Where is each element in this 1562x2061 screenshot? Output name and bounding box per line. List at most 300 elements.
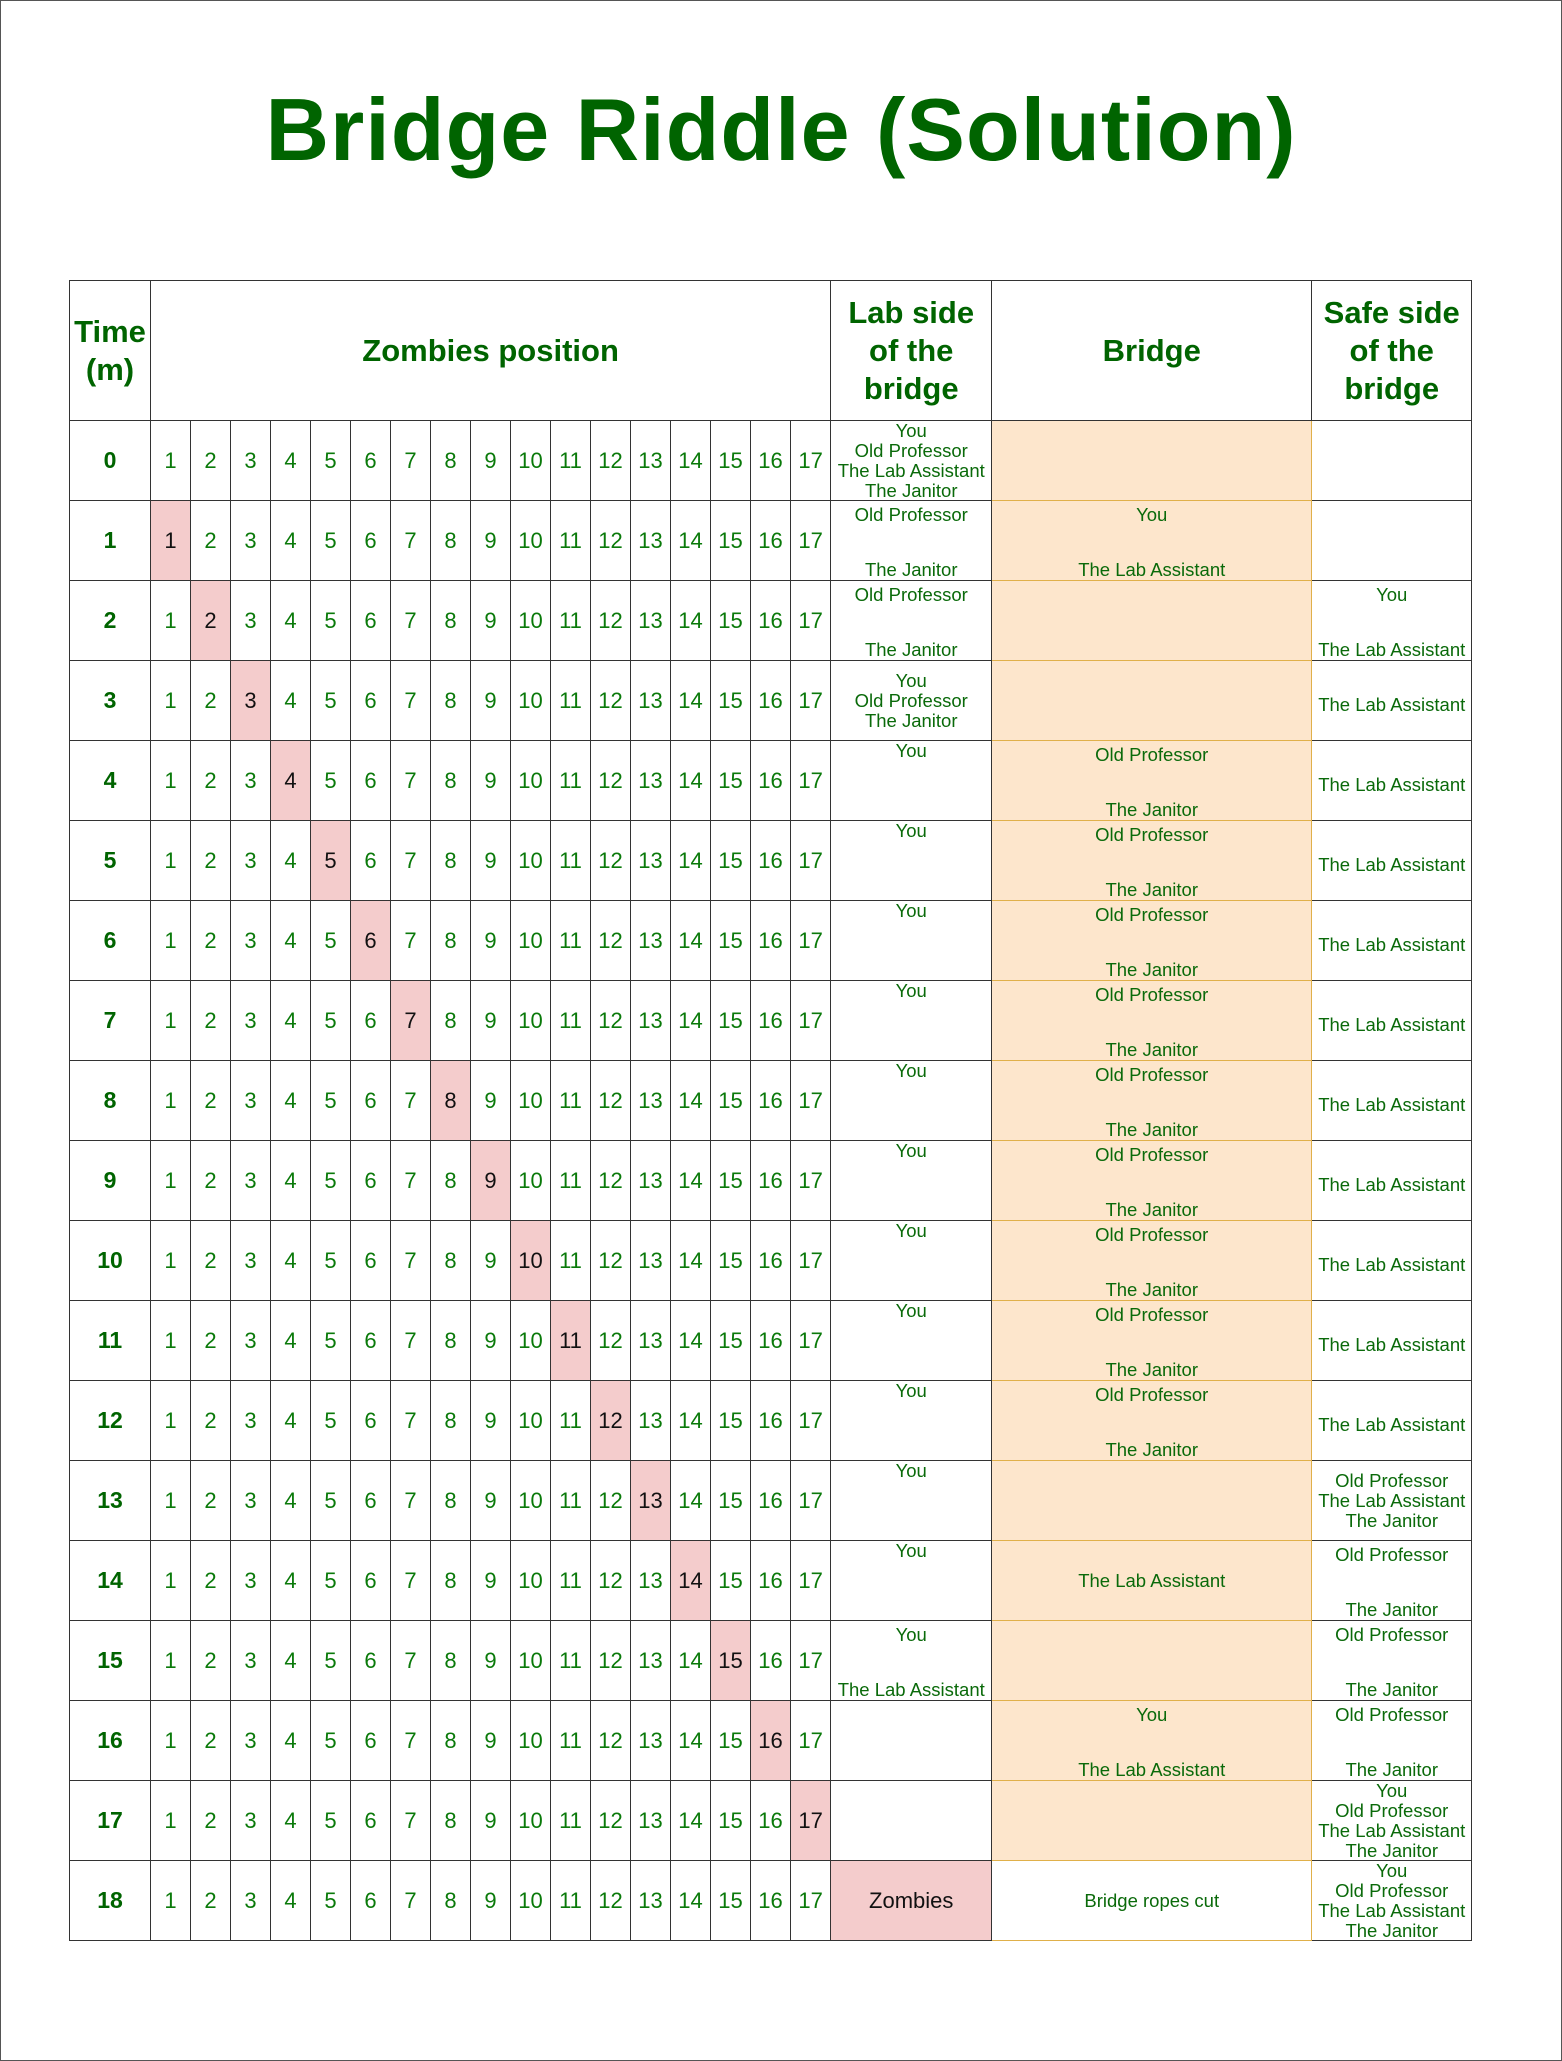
zombie-position-cell: 1 bbox=[151, 1461, 191, 1541]
zombie-position-cell: 3 bbox=[231, 1061, 271, 1141]
lab-stack bbox=[831, 581, 991, 660]
zombie-position-cell: 10 bbox=[511, 901, 551, 981]
lab-side-cell bbox=[831, 1541, 992, 1621]
zombie-position-cell: 2 bbox=[191, 821, 231, 901]
zombie-position-cell: 9 bbox=[471, 661, 511, 741]
zombie-position-cell: 4 bbox=[271, 1541, 311, 1621]
table-row bbox=[70, 1781, 1472, 1861]
bridge-cell bbox=[992, 1621, 1312, 1701]
zombie-position-cell: 6 bbox=[351, 741, 391, 821]
zombie-position-cell: 1 bbox=[151, 581, 191, 661]
bridge-stack bbox=[992, 1141, 1311, 1220]
time-cell: 14 bbox=[70, 1541, 151, 1621]
zombie-position-cell: 11 bbox=[551, 741, 591, 821]
zombie-position-cell: 12 bbox=[591, 1541, 631, 1621]
zombie-position-cell: 5 bbox=[311, 581, 351, 661]
time-cell: 9 bbox=[70, 1141, 151, 1221]
zombie-position-cell: 16 bbox=[751, 1461, 791, 1541]
zombie-position-cell: 16 bbox=[751, 661, 791, 741]
zombie-position-cell: 1 bbox=[151, 661, 191, 741]
zombie-position-cell: 8 bbox=[431, 901, 471, 981]
safe-person: Old Professor bbox=[1335, 1704, 1449, 1725]
zombie-position-cell: 9 bbox=[471, 1541, 511, 1621]
safe-person: The Lab Assistant bbox=[1318, 934, 1466, 955]
zombie-position-cell: 2 bbox=[191, 1061, 231, 1141]
lab-side-header: Lab side of the bridge bbox=[831, 281, 992, 421]
zombie-position-cell: 9 bbox=[471, 1781, 511, 1861]
bridge-stack bbox=[992, 741, 1311, 820]
safe-stack bbox=[1312, 1861, 1471, 1940]
zombie-position-cell: 12 bbox=[591, 1301, 631, 1381]
safe-person: The Lab Assistant bbox=[1318, 1414, 1466, 1435]
zombie-position-cell: 13 bbox=[631, 581, 671, 661]
lab-stack bbox=[831, 421, 991, 500]
lab-stack bbox=[831, 1621, 991, 1700]
zombie-position-cell: 15 bbox=[711, 1061, 751, 1141]
zombie-position-cell: 3 bbox=[231, 1541, 271, 1621]
zombie-position-cell: 15 bbox=[711, 581, 751, 661]
zombie-position-cell: 4 bbox=[271, 1381, 311, 1461]
lab-stack bbox=[831, 1541, 991, 1620]
zombie-position-cell: 1 bbox=[151, 1141, 191, 1221]
zombie-position-cell: 10 bbox=[511, 821, 551, 901]
zombie-position-cell: 6 bbox=[351, 1381, 391, 1461]
safe-person: The Lab Assistant bbox=[1318, 1899, 1466, 1921]
zombie-position-cell: 1 bbox=[151, 1541, 191, 1621]
zombie-position-cell: 3 bbox=[231, 421, 271, 501]
safe-person: The Lab Assistant bbox=[1318, 694, 1466, 715]
zombie-position-cell: 7 bbox=[391, 1861, 431, 1941]
time-cell: 0 bbox=[70, 421, 151, 501]
safe-person: The Lab Assistant bbox=[1318, 774, 1466, 795]
bridge-stack bbox=[992, 1781, 1311, 1860]
zombie-position-cell: 12 bbox=[591, 1781, 631, 1861]
zombie-position-cell: 8 bbox=[431, 821, 471, 901]
zombie-position-cell: 4 bbox=[271, 1861, 311, 1941]
zombie-position-cell: 10 bbox=[511, 581, 551, 661]
zombie-position-cell: 9 bbox=[471, 981, 511, 1061]
zombie-position-cell: 10 bbox=[511, 1861, 551, 1941]
bridge-cut-cell: Bridge ropes cut bbox=[992, 1861, 1312, 1941]
zombie-position-cell: 14 bbox=[671, 581, 711, 661]
zombie-position-cell: 6 bbox=[351, 1141, 391, 1221]
safe-person: You bbox=[1376, 584, 1408, 605]
bridge-person: The Janitor bbox=[1105, 1359, 1198, 1380]
zombie-position-active: 7 bbox=[391, 981, 431, 1061]
table-row bbox=[70, 1221, 1472, 1301]
zombie-position-active: 10 bbox=[511, 1221, 551, 1301]
zombie-position-cell: 15 bbox=[711, 421, 751, 501]
time-cell: 8 bbox=[70, 1061, 151, 1141]
time-cell: 17 bbox=[70, 1781, 151, 1861]
safe-person: The Lab Assistant bbox=[1318, 1014, 1466, 1035]
zombie-position-cell: 8 bbox=[431, 1541, 471, 1621]
zombie-position-cell: 3 bbox=[231, 1701, 271, 1781]
time-cell: 10 bbox=[70, 1221, 151, 1301]
zombie-position-cell: 6 bbox=[351, 421, 391, 501]
zombie-position-cell: 1 bbox=[151, 981, 191, 1061]
bridge-person: Old Professor bbox=[1095, 1384, 1209, 1405]
zombie-position-cell: 1 bbox=[151, 1861, 191, 1941]
zombie-position-cell: 7 bbox=[391, 1301, 431, 1381]
zombie-position-cell: 13 bbox=[631, 1621, 671, 1701]
zombie-position-cell: 1 bbox=[151, 1061, 191, 1141]
zombie-position-cell: 2 bbox=[191, 741, 231, 821]
zombie-position-cell: 17 bbox=[791, 1061, 831, 1141]
zombie-position-cell: 9 bbox=[471, 901, 511, 981]
zombie-position-cell: 9 bbox=[471, 1301, 511, 1381]
zombie-position-cell: 13 bbox=[631, 1141, 671, 1221]
zombie-position-cell: 8 bbox=[431, 1141, 471, 1221]
zombie-position-cell: 12 bbox=[591, 1221, 631, 1301]
zombie-position-cell: 2 bbox=[191, 1701, 231, 1781]
lab-stack bbox=[831, 1221, 991, 1300]
zombie-position-cell: 5 bbox=[311, 1621, 351, 1701]
lab-stack bbox=[831, 1701, 991, 1780]
zombie-position-cell: 2 bbox=[191, 1781, 231, 1861]
zombie-position-cell: 17 bbox=[791, 1141, 831, 1221]
safe-person: The Lab Assistant bbox=[1318, 1819, 1466, 1841]
zombie-position-cell: 5 bbox=[311, 661, 351, 741]
lab-side-cell bbox=[831, 1461, 992, 1541]
zombie-position-cell: 4 bbox=[271, 1061, 311, 1141]
time-cell: 16 bbox=[70, 1701, 151, 1781]
lab-stack bbox=[831, 1301, 991, 1380]
zombie-position-cell: 8 bbox=[431, 581, 471, 661]
zombie-position-cell: 14 bbox=[671, 661, 711, 741]
safe-person: Old Professor bbox=[1335, 1469, 1449, 1491]
safe-side-header: Safe side of the bridge bbox=[1312, 281, 1472, 421]
safe-stack bbox=[1312, 1141, 1471, 1220]
zombie-position-cell: 15 bbox=[711, 501, 751, 581]
zombie-position-cell: 13 bbox=[631, 1701, 671, 1781]
bridge-cell bbox=[992, 1781, 1312, 1861]
bridge-cell bbox=[992, 1301, 1312, 1381]
lab-stack bbox=[831, 1381, 991, 1460]
zombie-position-cell: 8 bbox=[431, 1781, 471, 1861]
safe-person: Old Professor bbox=[1335, 1544, 1449, 1565]
bridge-person: The Lab Assistant bbox=[1078, 1759, 1226, 1780]
zombie-position-cell: 14 bbox=[671, 1301, 711, 1381]
zombie-position-cell: 11 bbox=[551, 1621, 591, 1701]
zombie-position-cell: 14 bbox=[671, 1861, 711, 1941]
zombie-position-cell: 2 bbox=[191, 421, 231, 501]
zombie-position-cell: 5 bbox=[311, 421, 351, 501]
zombie-position-cell: 6 bbox=[351, 981, 391, 1061]
zombie-position-cell: 15 bbox=[711, 1861, 751, 1941]
zombie-position-cell: 11 bbox=[551, 821, 591, 901]
table-row bbox=[70, 741, 1472, 821]
table-row bbox=[70, 1381, 1472, 1461]
safe-stack bbox=[1312, 981, 1471, 1060]
zombie-position-active: 1 bbox=[151, 501, 191, 581]
lab-side-cell bbox=[831, 421, 992, 501]
zombie-position-cell: 6 bbox=[351, 1221, 391, 1301]
safe-person: The Janitor bbox=[1345, 1919, 1438, 1941]
zombie-position-cell: 2 bbox=[191, 1301, 231, 1381]
zombie-position-cell: 17 bbox=[791, 501, 831, 581]
safe-stack bbox=[1312, 1381, 1471, 1460]
safe-person: The Janitor bbox=[1345, 1509, 1438, 1531]
lab-person: You bbox=[895, 980, 927, 1001]
bridge-cell bbox=[992, 1461, 1312, 1541]
zombie-position-cell: 16 bbox=[751, 1141, 791, 1221]
zombie-position-cell: 10 bbox=[511, 1381, 551, 1461]
safe-stack bbox=[1312, 1461, 1471, 1540]
safe-stack bbox=[1312, 1781, 1471, 1860]
zombie-position-cell: 9 bbox=[471, 1621, 511, 1701]
lab-person: You bbox=[895, 1060, 927, 1081]
lab-stack bbox=[831, 661, 991, 740]
table-row bbox=[70, 501, 1472, 581]
zombie-position-cell: 9 bbox=[471, 1221, 511, 1301]
zombie-position-cell: 13 bbox=[631, 1381, 671, 1461]
time-cell: 12 bbox=[70, 1381, 151, 1461]
time-cell: 2 bbox=[70, 581, 151, 661]
time-header: Time (m) bbox=[70, 281, 151, 421]
safe-person: The Lab Assistant bbox=[1318, 1254, 1466, 1275]
zombie-position-cell: 17 bbox=[791, 1621, 831, 1701]
zombie-position-active: 13 bbox=[631, 1461, 671, 1541]
zombie-position-cell: 4 bbox=[271, 981, 311, 1061]
zombie-position-active: 15 bbox=[711, 1621, 751, 1701]
zombie-position-cell: 7 bbox=[391, 1461, 431, 1541]
bridge-cell bbox=[992, 1701, 1312, 1781]
bridge-cell bbox=[992, 1221, 1312, 1301]
safe-person: The Lab Assistant bbox=[1318, 854, 1466, 875]
zombie-position-cell: 11 bbox=[551, 1381, 591, 1461]
zombie-position-cell: 2 bbox=[191, 1621, 231, 1701]
safe-stack bbox=[1312, 661, 1471, 740]
zombie-position-cell: 2 bbox=[191, 1141, 231, 1221]
zombie-position-cell: 16 bbox=[751, 821, 791, 901]
zombie-position-cell: 12 bbox=[591, 901, 631, 981]
lab-person: Old Professor bbox=[854, 689, 968, 711]
zombie-position-cell: 11 bbox=[551, 1861, 591, 1941]
zombie-position-cell: 9 bbox=[471, 421, 511, 501]
bridge-person: The Janitor bbox=[1105, 1199, 1198, 1220]
zombie-position-cell: 2 bbox=[191, 1541, 231, 1621]
zombie-position-cell: 14 bbox=[671, 1221, 711, 1301]
zombie-position-cell: 13 bbox=[631, 661, 671, 741]
lab-person: The Lab Assistant bbox=[837, 459, 985, 481]
safe-stack bbox=[1312, 1061, 1471, 1140]
zombie-position-cell: 14 bbox=[671, 981, 711, 1061]
zombie-position-cell: 5 bbox=[311, 1461, 351, 1541]
lab-person: The Janitor bbox=[864, 559, 958, 580]
safe-stack bbox=[1312, 581, 1471, 660]
safe-side-cell bbox=[1312, 1781, 1472, 1861]
zombie-position-cell: 17 bbox=[791, 1301, 831, 1381]
zombie-position-cell: 16 bbox=[751, 1861, 791, 1941]
zombie-position-cell: 17 bbox=[791, 1701, 831, 1781]
bridge-cell bbox=[992, 821, 1312, 901]
safe-side-cell bbox=[1312, 1861, 1472, 1941]
zombie-position-cell: 3 bbox=[231, 1861, 271, 1941]
lab-side-cell bbox=[831, 501, 992, 581]
zombie-position-cell: 9 bbox=[471, 1861, 511, 1941]
safe-side-cell bbox=[1312, 1221, 1472, 1301]
lab-stack bbox=[831, 901, 991, 980]
zombie-position-cell: 12 bbox=[591, 981, 631, 1061]
safe-person: Old Professor bbox=[1335, 1624, 1449, 1645]
lab-person: You bbox=[895, 1300, 927, 1321]
safe-person: The Janitor bbox=[1345, 1839, 1438, 1861]
zombie-position-cell: 9 bbox=[471, 1461, 511, 1541]
bridge-stack bbox=[992, 421, 1311, 500]
zombie-position-cell: 6 bbox=[351, 1781, 391, 1861]
zombie-position-cell: 11 bbox=[551, 1461, 591, 1541]
zombie-position-cell: 8 bbox=[431, 1221, 471, 1301]
zombie-position-cell: 7 bbox=[391, 821, 431, 901]
zombie-position-cell: 14 bbox=[671, 1781, 711, 1861]
bridge-stack bbox=[992, 1461, 1311, 1540]
time-cell: 3 bbox=[70, 661, 151, 741]
lab-person: The Janitor bbox=[864, 479, 958, 501]
bridge-stack bbox=[992, 581, 1311, 660]
safe-stack bbox=[1312, 821, 1471, 900]
zombie-position-cell: 11 bbox=[551, 1541, 591, 1621]
table-row bbox=[70, 1861, 1472, 1941]
zombie-position-cell: 17 bbox=[791, 741, 831, 821]
bridge-stack bbox=[992, 1221, 1311, 1300]
zombie-position-cell: 17 bbox=[791, 821, 831, 901]
zombie-position-cell: 10 bbox=[511, 1621, 551, 1701]
zombie-position-cell: 6 bbox=[351, 1701, 391, 1781]
safe-person: The Lab Assistant bbox=[1318, 639, 1466, 660]
zombie-position-cell: 11 bbox=[551, 901, 591, 981]
zombie-position-cell: 14 bbox=[671, 741, 711, 821]
zombie-position-cell: 9 bbox=[471, 1701, 511, 1781]
zombie-position-cell: 15 bbox=[711, 1461, 751, 1541]
zombie-position-cell: 10 bbox=[511, 1701, 551, 1781]
zombie-position-cell: 5 bbox=[311, 1541, 351, 1621]
zombie-position-cell: 12 bbox=[591, 1861, 631, 1941]
zombie-position-cell: 5 bbox=[311, 501, 351, 581]
zombie-position-cell: 10 bbox=[511, 661, 551, 741]
safe-stack bbox=[1312, 901, 1471, 980]
time-cell: 6 bbox=[70, 901, 151, 981]
zombie-position-cell: 6 bbox=[351, 1621, 391, 1701]
lab-side-cell bbox=[831, 581, 992, 661]
zombie-position-cell: 7 bbox=[391, 581, 431, 661]
bridge-person: The Janitor bbox=[1105, 1279, 1198, 1300]
zombie-position-cell: 14 bbox=[671, 901, 711, 981]
zombie-position-cell: 5 bbox=[311, 1781, 351, 1861]
zombie-position-cell: 8 bbox=[431, 661, 471, 741]
zombie-position-cell: 9 bbox=[471, 1381, 511, 1461]
zombie-position-cell: 10 bbox=[511, 1781, 551, 1861]
lab-person: You bbox=[895, 669, 927, 691]
zombie-position-cell: 12 bbox=[591, 581, 631, 661]
zombie-position-cell: 13 bbox=[631, 1541, 671, 1621]
zombie-position-cell: 1 bbox=[151, 901, 191, 981]
safe-person: The Janitor bbox=[1345, 1599, 1438, 1620]
zombie-position-cell: 16 bbox=[751, 421, 791, 501]
zombie-position-cell: 17 bbox=[791, 421, 831, 501]
zombie-position-cell: 10 bbox=[511, 1301, 551, 1381]
zombie-position-cell: 16 bbox=[751, 741, 791, 821]
safe-side-cell bbox=[1312, 1381, 1472, 1461]
zombie-position-cell: 6 bbox=[351, 501, 391, 581]
zombie-position-cell: 5 bbox=[311, 1301, 351, 1381]
zombie-position-cell: 13 bbox=[631, 1861, 671, 1941]
zombie-position-cell: 4 bbox=[271, 1301, 311, 1381]
zombie-position-cell: 4 bbox=[271, 1221, 311, 1301]
zombie-position-cell: 11 bbox=[551, 581, 591, 661]
table-row bbox=[70, 581, 1472, 661]
zombie-position-cell: 14 bbox=[671, 1381, 711, 1461]
lab-person: You bbox=[895, 1140, 927, 1161]
time-cell: 5 bbox=[70, 821, 151, 901]
zombie-position-cell: 9 bbox=[471, 741, 511, 821]
zombie-position-cell: 11 bbox=[551, 1701, 591, 1781]
zombie-position-cell: 14 bbox=[671, 1061, 711, 1141]
zombie-position-cell: 7 bbox=[391, 1701, 431, 1781]
bridge-cell bbox=[992, 1141, 1312, 1221]
zombie-position-cell: 12 bbox=[591, 821, 631, 901]
zombie-position-cell: 7 bbox=[391, 901, 431, 981]
zombie-position-active: 11 bbox=[551, 1301, 591, 1381]
zombie-position-cell: 12 bbox=[591, 1461, 631, 1541]
zombie-position-active: 14 bbox=[671, 1541, 711, 1621]
zombie-position-cell: 11 bbox=[551, 1221, 591, 1301]
lab-person: You bbox=[895, 1624, 927, 1645]
bridge-cell bbox=[992, 901, 1312, 981]
zombie-position-cell: 12 bbox=[591, 1061, 631, 1141]
safe-person: The Lab Assistant bbox=[1318, 1094, 1466, 1115]
safe-person: Old Professor bbox=[1335, 1879, 1449, 1901]
bridge-person: Old Professor bbox=[1095, 1144, 1209, 1165]
zombie-position-cell: 3 bbox=[231, 501, 271, 581]
table-row bbox=[70, 1541, 1472, 1621]
safe-side-cell bbox=[1312, 1541, 1472, 1621]
zombie-position-cell: 12 bbox=[591, 1141, 631, 1221]
table-row bbox=[70, 1461, 1472, 1541]
time-cell: 4 bbox=[70, 741, 151, 821]
zombie-position-cell: 4 bbox=[271, 1621, 311, 1701]
zombie-position-cell: 12 bbox=[591, 741, 631, 821]
zombie-position-cell: 3 bbox=[231, 1141, 271, 1221]
lab-person: Old Professor bbox=[854, 439, 968, 461]
zombie-position-cell: 15 bbox=[711, 901, 751, 981]
lab-stack bbox=[831, 821, 991, 900]
zombie-position-cell: 17 bbox=[791, 901, 831, 981]
zombie-position-cell: 16 bbox=[751, 1541, 791, 1621]
zombie-position-cell: 2 bbox=[191, 1381, 231, 1461]
zombie-position-cell: 10 bbox=[511, 1061, 551, 1141]
zombie-position-cell: 15 bbox=[711, 1381, 751, 1461]
time-cell: 13 bbox=[70, 1461, 151, 1541]
bridge-stack bbox=[992, 1381, 1311, 1460]
zombie-position-cell: 15 bbox=[711, 741, 751, 821]
zombie-position-cell: 10 bbox=[511, 1461, 551, 1541]
safe-stack bbox=[1312, 1621, 1471, 1700]
lab-person: You bbox=[895, 420, 927, 441]
zombie-position-active: 5 bbox=[311, 821, 351, 901]
safe-person: You bbox=[1376, 1780, 1408, 1801]
lab-side-cell bbox=[831, 741, 992, 821]
zombie-position-cell: 7 bbox=[391, 1541, 431, 1621]
zombie-position-cell: 2 bbox=[191, 661, 231, 741]
table-row bbox=[70, 1141, 1472, 1221]
zombie-position-cell: 15 bbox=[711, 1141, 751, 1221]
table-row bbox=[70, 661, 1472, 741]
table-row bbox=[70, 1701, 1472, 1781]
bridge-person: Old Professor bbox=[1095, 744, 1209, 765]
zombie-position-cell: 4 bbox=[271, 1461, 311, 1541]
bridge-cell bbox=[992, 421, 1312, 501]
